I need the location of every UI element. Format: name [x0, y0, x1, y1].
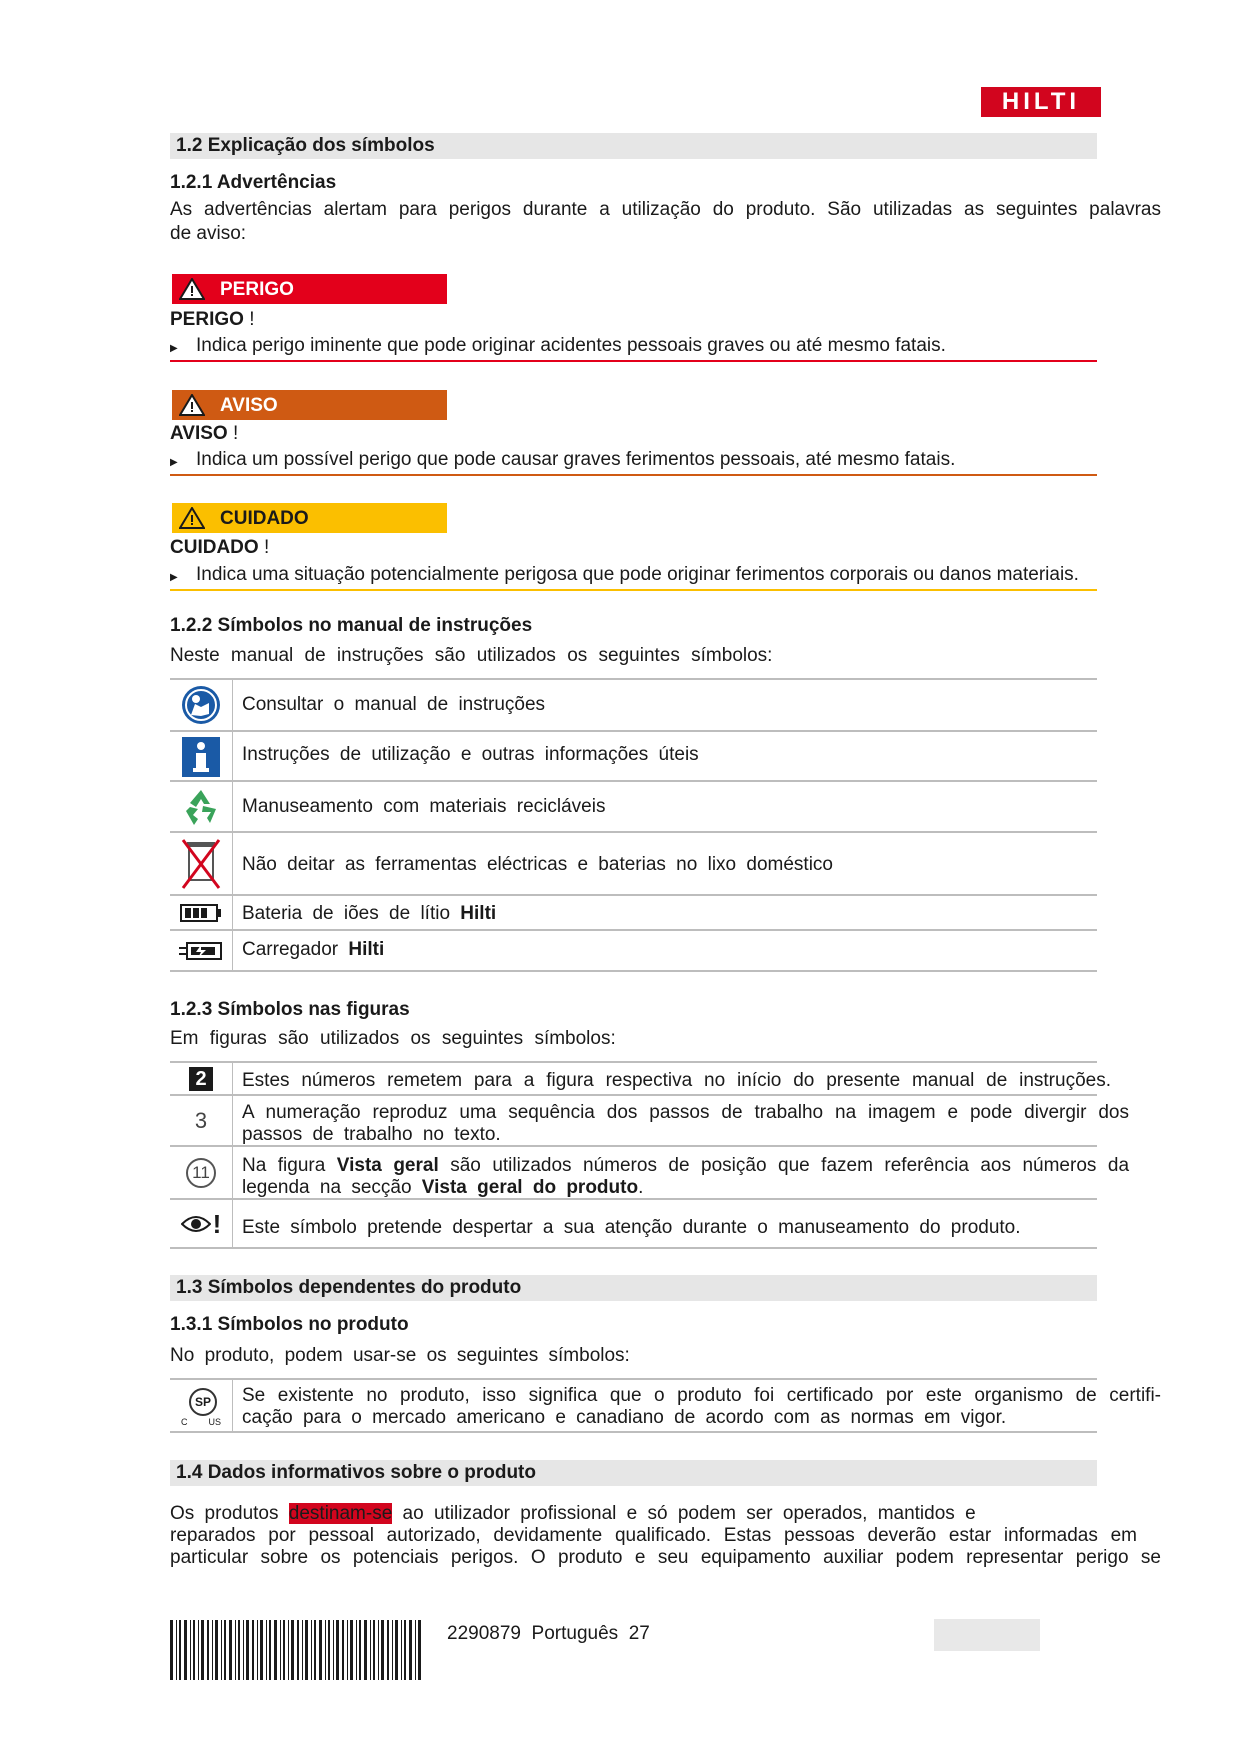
- danger-description: ▶ Indica perigo iminente que pode originar acidentes pessoais graves ou até mesmo fatais.: [170, 334, 946, 360]
- warnings-intro-line-2: de aviso:: [170, 223, 247, 244]
- figure-number-badge: 2: [189, 1067, 213, 1091]
- position-number-symbol: [170, 1147, 232, 1199]
- position-number-badge: 11: [186, 1158, 216, 1188]
- table-line: [170, 970, 1097, 972]
- table-line: [170, 894, 1097, 896]
- warnings-intro-line-1: As advertências alertam para perigos durante a utilização do produto. São utilizadas as seguintes palavras: [170, 199, 1161, 220]
- attention-eye-icon: [170, 1200, 232, 1248]
- signal-word-danger: [172, 274, 447, 304]
- subsection-heading-1-2-1: 1.2.1 Advertências: [170, 172, 337, 193]
- csa-us-label: US: [208, 1417, 221, 1427]
- table-row-text: passos de trabalho no texto.: [242, 1124, 501, 1145]
- figure-symbols-intro: Em figuras são utilizados os seguintes símbolos:: [170, 1028, 616, 1049]
- table-line: [170, 1431, 1097, 1433]
- table-line: [170, 1094, 1097, 1096]
- table-line: [170, 1198, 1097, 1200]
- table-line: [170, 929, 1097, 931]
- table-row-text: Instruções de utilização e outras informações úteis: [242, 744, 699, 765]
- danger-heading: PERIGO !: [170, 309, 255, 330]
- hilti-logo: HILTI: [981, 87, 1101, 117]
- signal-label: AVISO: [220, 394, 278, 416]
- table-row-text: Manuseamento com materiais recicláveis: [242, 796, 606, 817]
- product-symbols-intro: No produto, podem usar-se os seguintes símbolos:: [170, 1345, 630, 1366]
- section-heading-1-2: 1.2 Explicação dos símbolos: [170, 133, 1097, 159]
- manual-symbols-intro: Neste manual de instruções são utilizados os seguintes símbolos:: [170, 645, 773, 666]
- battery-icon: [170, 896, 232, 930]
- caution-description: ▶ Indica uma situação potencialmente perigosa que pode originar ferimentos corporais ou danos materiais.: [170, 563, 1079, 589]
- table-row-text: Este símbolo pretende despertar a sua atenção durante o manuseamento do produto.: [242, 1217, 1021, 1238]
- bullet-icon: ▶: [170, 343, 178, 354]
- table-row-text: Na figura Vista geral são utilizados números de posição que fazem referência aos números da: [242, 1155, 1130, 1176]
- highlighted-word: destinam-se: [288, 1503, 393, 1524]
- doc-number: 2290879: [447, 1623, 521, 1644]
- subsection-heading-1-2-3: 1.2.3 Símbolos nas figuras: [170, 999, 410, 1020]
- footer-text: [447, 1622, 650, 1645]
- subsection-heading-1-2-2: 1.2.2 Símbolos no manual de instruções: [170, 615, 533, 636]
- signal-word-caution: [172, 503, 447, 533]
- step-number-symbol: 3: [194, 1107, 208, 1133]
- table-row-text: Carregador Hilti: [242, 939, 385, 960]
- product-info-line-3: particular sobre os potenciais perigos. O produto e seu equipamento auxiliar podem representar perigo se: [170, 1547, 1161, 1568]
- table-divider: [232, 679, 233, 971]
- table-line: [170, 1061, 1097, 1063]
- crossed-bin-icon: [170, 833, 232, 895]
- table-row-text: Não deitar as ferramentas eléctricas e baterias no lixo doméstico: [242, 854, 833, 875]
- footer-grey-box: [934, 1619, 1040, 1651]
- bullet-icon: ▶: [170, 572, 178, 583]
- product-info-line-1: Os produtos destinam-se ao utilizador profissional e só podem ser operados, mantidos e: [170, 1503, 976, 1524]
- language-label: Português: [531, 1623, 619, 1644]
- read-manual-icon: [170, 679, 232, 731]
- figure-number-symbol: [170, 1063, 232, 1095]
- warning-rule: [170, 474, 1097, 476]
- signal-word-warning: [172, 390, 447, 420]
- table-row-text: Bateria de iões de lítio Hilti: [242, 903, 497, 924]
- csa-mark: SP: [189, 1388, 217, 1416]
- page-number: 27: [628, 1623, 650, 1644]
- table-row-text: Se existente no produto, isso significa que o produto foi certificado por este organismo de certifi-: [242, 1385, 1161, 1406]
- table-line: [170, 730, 1097, 732]
- table-row-text: legenda na secção Vista geral do produto.: [242, 1177, 644, 1198]
- table-row-text: Estes números remetem para a figura respectiva no início do presente manual de instruções.: [242, 1070, 1111, 1091]
- subsection-heading-1-3-1: 1.3.1 Símbolos no produto: [170, 1314, 409, 1335]
- table-divider: [232, 1062, 233, 1248]
- recycle-icon: [170, 782, 232, 832]
- table-line: [170, 678, 1097, 680]
- signal-label: CUIDADO: [220, 507, 309, 529]
- product-info-line-2: reparados por pessoal autorizado, devidamente qualificado. Estas pessoas deverão estar informadas em: [170, 1525, 1137, 1546]
- warning-heading: AVISO !: [170, 423, 239, 444]
- caution-rule: [170, 589, 1097, 591]
- info-icon: [170, 732, 232, 781]
- section-heading-1-3: 1.3 Símbolos dependentes do produto: [170, 1275, 1097, 1301]
- exclamation-mark: !: [212, 1208, 222, 1239]
- charger-icon: [170, 931, 232, 971]
- warning-triangle-icon: [172, 274, 212, 304]
- table-line: [170, 1247, 1097, 1249]
- bullet-icon: ▶: [170, 457, 178, 468]
- table-row-text: cação para o mercado americano e canadiano de acordo com as normas em vigor.: [242, 1407, 1007, 1428]
- table-row-text: A numeração reproduz uma sequência dos passos de trabalho na imagem e pode divergir dos: [242, 1102, 1129, 1123]
- table-line: [170, 1378, 1097, 1380]
- section-heading-1-4: 1.4 Dados informativos sobre o produto: [170, 1460, 1097, 1486]
- warning-description: ▶ Indica um possível perigo que pode causar graves ferimentos pessoais, até mesmo fatais.: [170, 448, 955, 474]
- table-line: [170, 831, 1097, 833]
- csa-certification-icon: [170, 1380, 232, 1430]
- warning-triangle-icon: [172, 390, 212, 420]
- barcode: [170, 1620, 422, 1680]
- csa-c-label: C: [181, 1417, 188, 1427]
- warning-triangle-icon: [172, 503, 212, 533]
- table-row-text: Consultar o manual de instruções: [242, 694, 546, 715]
- caution-heading: CUIDADO !: [170, 537, 270, 558]
- table-line: [170, 1145, 1097, 1147]
- table-divider: [232, 1379, 233, 1431]
- danger-rule: [170, 360, 1097, 362]
- table-line: [170, 780, 1097, 782]
- signal-label: PERIGO: [220, 278, 294, 300]
